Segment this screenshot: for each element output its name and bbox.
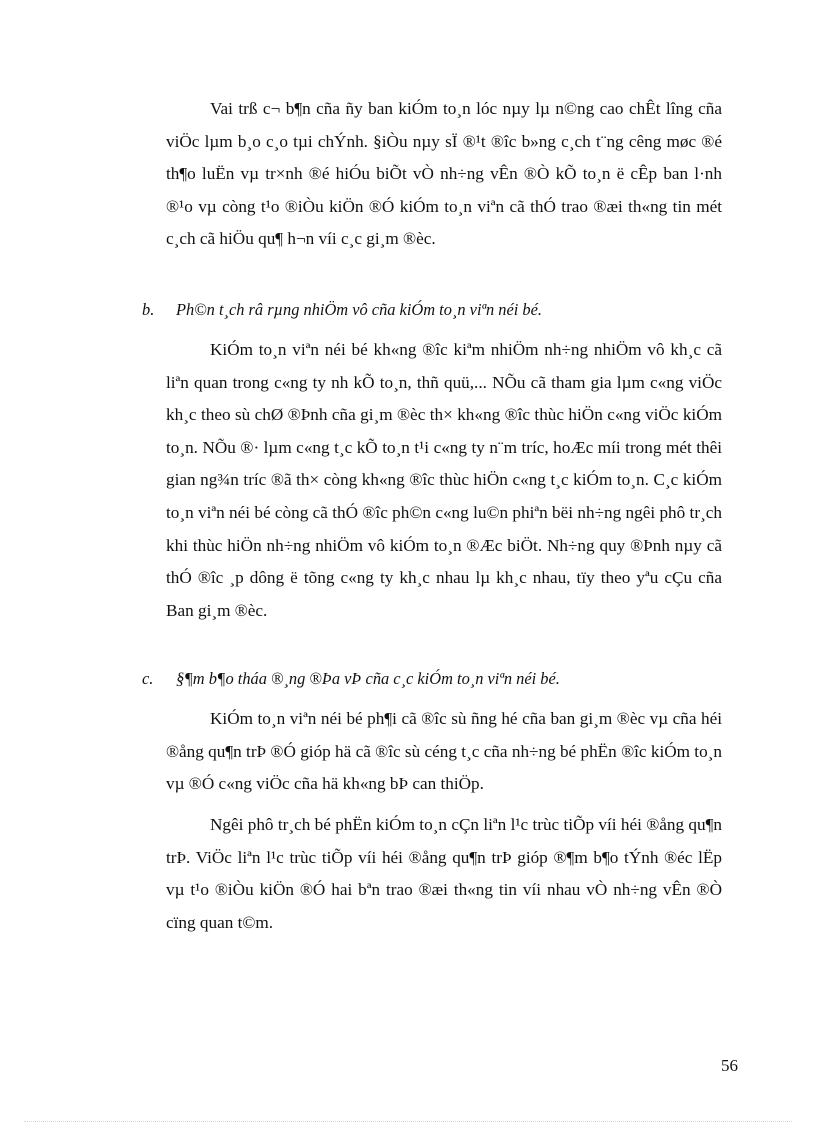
paragraph-auditor-status	[166, 703, 722, 801]
heading-label: b.	[142, 300, 155, 319]
paragraph-text: Vai trß c¬ b¶n cña ñy ban kiÓm to¸n lóc nµy lµ n©ng cao chÊt lîng cña viÖc lµm b¸o c¸o tµi chÝnh. §iÒu nµy sÏ ®¹t ®îc b»ng c¸ch t¨ng cêng møc ®é th¶o luËn vµ tr×nh ®é hiÓu biÕt vÒ nh÷ng vÊn ®Ò kÕ to¸n ë cÊp ban l·nh ®¹o vµ còng t¹o ®iÒu kiÖn ®Ó kiÓm to¸n viªn cã thÓ trao ®æi th«ng tin mét c¸ch cã hiÖu qu¶ h¬n víi c¸c gi¸m ®èc.	[166, 99, 722, 249]
heading-label: c.	[142, 669, 154, 688]
page-bottom-divider	[24, 1121, 792, 1122]
section-heading-c	[142, 667, 742, 691]
section-heading-b	[142, 298, 742, 322]
paragraph-duty-separation	[166, 334, 722, 627]
paragraph-text: KiÓm to¸n viªn néi bé kh«ng ®îc kiªm nhiÖm nh÷ng nhiÖm vô kh¸c cã liªn quan trong c«ng ty nh kÕ to¸n, thñ quü,... NÕu cã tham gia lµm c«ng viÖc kh¸c theo sù chØ ®Þnh cña gi¸m ®èc th× kh«ng ®îc thùc hiÖn c«ng viÖc kiÓm to¸n. NÕu ®· lµm c«ng t¸c kÕ to¸n t¹i c«ng ty n¨m tríc, hoÆc míi trong mét thêi gian ng¾n tríc ®ã th× còng kh«ng ®îc thùc hiÖn c«ng t¸c kiÓm to¸n. C¸c kiÓm to¸n viªn néi bé còng cã thÓ ®îc ph©n c«ng lu©n phiªn bëi nh÷ng ngêi phô tr¸ch khi thùc hiÖn nh÷ng nhiÖm vô kiÓm to¸n ®Æc biÖt. Nh÷ng quy ®Þnh nµy cã thÓ ®îc ¸p dông ë tõng c«ng ty kh¸c nhau lµ kh¸c nhau, tïy theo yªu cÇu cña Ban gi¸m ®èc.	[166, 340, 722, 620]
paragraph-board-contact	[166, 809, 722, 939]
paragraph-text: KiÓm to¸n viªn néi bé ph¶i cã ®îc sù ñng hé cña ban gi¸m ®èc vµ cña héi ®ång qu¶n trÞ ®Ó gióp hä cã ®îc sù céng t¸c cña nh÷ng bé phËn ®îc kiÓm to¸n vµ ®Ó c«ng viÖc cña hä kh«ng bÞ can thiÖp.	[166, 709, 722, 794]
paragraph-text: Ngêi phô tr¸ch bé phËn kiÓm to¸n cÇn liªn l¹c trùc tiÕp víi héi ®ång qu¶n trÞ. ViÖc liªn l¹c trùc tiÕp víi héi ®ång qu¶n trÞ gióp ®¶m b¶o tÝnh ®éc lËp vµ t¹o ®iÒu kiÖn ®Ó hai bªn trao ®æi th«ng tin víi nhau vÒ nh÷ng vÊn ®Ò cïng quan t©m.	[166, 815, 722, 932]
heading-text: Ph©n t¸ch râ rµng nhiÖm vô cña kiÓm to¸n viªn néi bé.	[176, 300, 542, 319]
paragraph-audit-committee-role	[166, 93, 722, 256]
heading-text: §¶m b¶o tháa ®¸ng ®Þa vÞ cña c¸c kiÓm to¸n viªn néi bé.	[176, 669, 560, 688]
page-number: 56	[721, 1056, 738, 1075]
